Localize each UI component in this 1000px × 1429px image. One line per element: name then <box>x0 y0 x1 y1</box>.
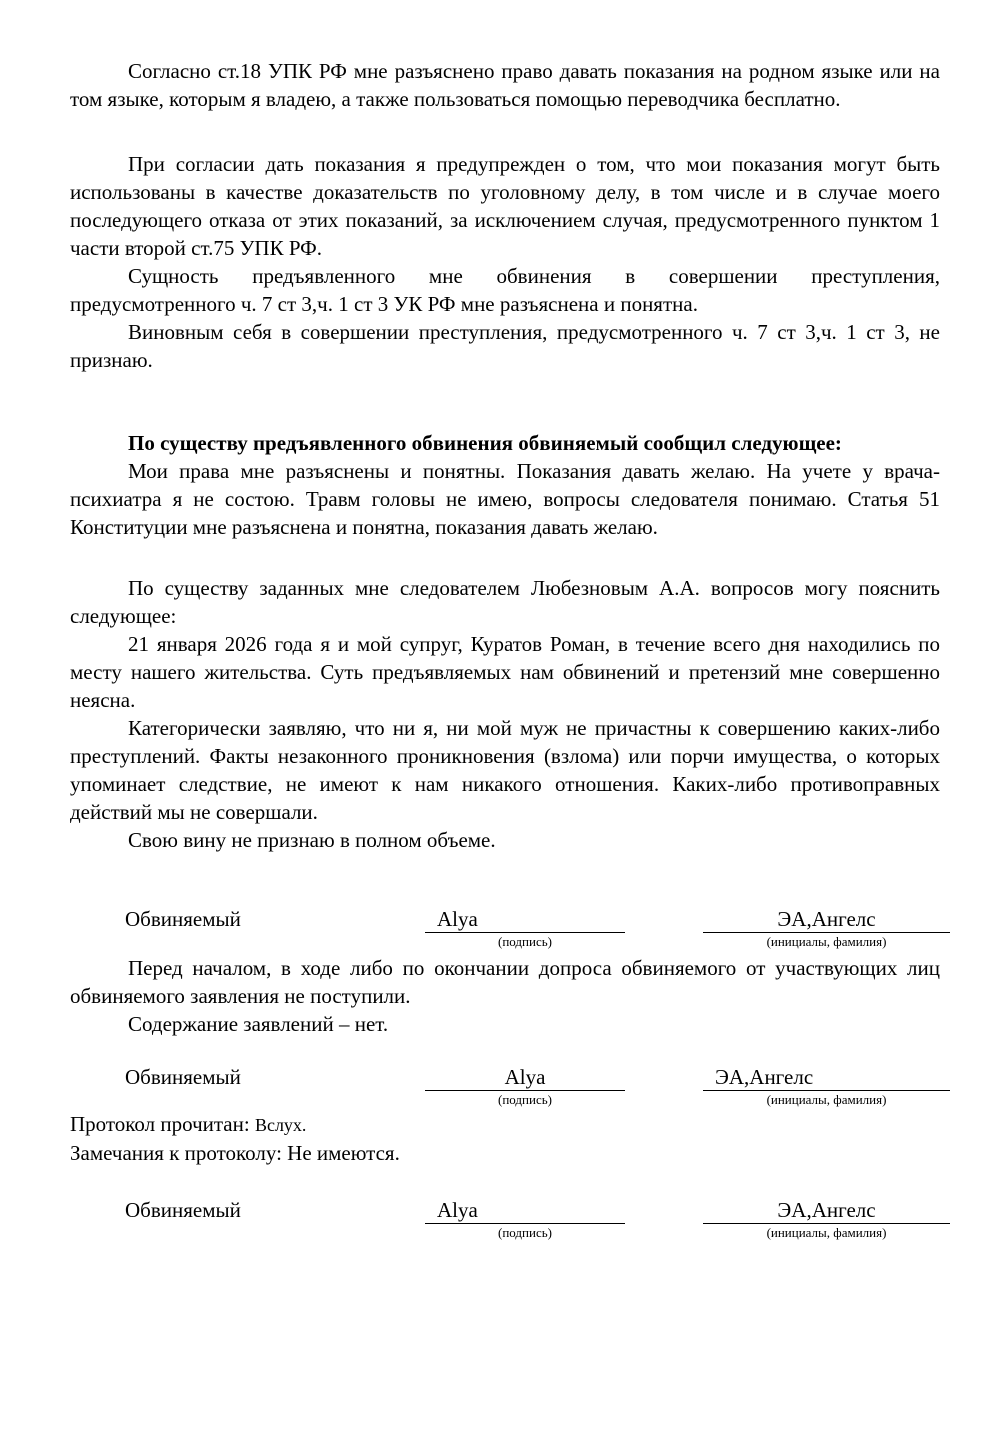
initials-value: ЭА,Ангелс <box>703 1064 950 1091</box>
paragraph-language-rights: Согласно ст.18 УПК РФ мне разъяснено право давать показания на родном языке или на том языке, которым я владею, а также пользоваться помощью переводчика бесплатно. <box>70 59 940 111</box>
signature-block-1 <box>70 906 940 952</box>
signature-value: Alya <box>425 906 625 933</box>
initials-caption: (инициалы, фамилия) <box>766 1225 887 1240</box>
paragraph-alibi: 21 января 2026 года я и мой супруг, Куратов Роман, в течение всего дня находились по месту нашего жительства. Суть предъявляемых нам обвинений и претензий мне совершенно неясна. <box>70 632 940 712</box>
accused-label: Обвиняемый <box>125 907 241 931</box>
paragraph-guilt-denial: Виновным себя в совершении преступления, предусмотренного ч. 7 ст 3,ч. 1 ст 3, не признаю. <box>70 320 940 372</box>
signature-value: Alya <box>425 1064 625 1091</box>
signature-caption: (подпись) <box>498 1092 552 1107</box>
signature-caption: (подпись) <box>498 1225 552 1240</box>
paragraph-statements-content: Содержание заявлений – нет. <box>128 1012 389 1036</box>
initials-value: ЭА,Ангелс <box>703 906 950 933</box>
initials-caption: (инициалы, фамилия) <box>766 934 887 949</box>
statement-heading: По существу предъявленного обвинения обвиняемый сообщил следующее: <box>128 431 842 455</box>
initials-caption: (инициалы, фамилия) <box>766 1092 887 1107</box>
signature-block-3 <box>70 1197 940 1243</box>
protocol-read-line <box>70 1110 940 1139</box>
protocol-remarks-line <box>70 1139 940 1167</box>
paragraph-investigator-questions: По существу заданных мне следователем Любезновым А.А. вопросов могу пояснить следующее: <box>70 576 940 628</box>
initials-field <box>703 1197 950 1241</box>
protocol-remarks-value: Не имеются. <box>287 1141 400 1165</box>
initials-value: ЭА,Ангелс <box>703 1197 950 1224</box>
protocol-remarks-label: Замечания к протоколу: <box>70 1141 282 1165</box>
paragraph-charge-essence: Сущность предъявленного мне обвинения в совершении преступления, предусмотренного ч. 7 ст 3,ч. 1 ст 3 УК РФ мне разъяснена и понятна. <box>70 264 940 316</box>
signature-field <box>425 1197 625 1241</box>
protocol-read-value: Вслух. <box>254 1115 307 1135</box>
paragraph-denial-statement: Категорически заявляю, что ни я, ни мой муж не причастны к совершению каких-либо преступлений. Факты незаконного проникновения (взлома) или порчи имущества, о которых упоминает следствие, не имеют к нам никакого отношения. Каких-либо противоправных действий мы не совершали. <box>70 716 940 824</box>
paragraph-no-statements: Перед началом, в ходе либо по окончании допроса обвиняемого от участвующих лиц обвиняемого заявления не поступили. <box>70 956 940 1008</box>
signature-caption: (подпись) <box>498 934 552 949</box>
paragraph-full-denial: Свою вину не признаю в полном объеме. <box>128 828 496 852</box>
paragraph-rights-understood: Мои права мне разъяснены и понятны. Показания давать желаю. На учете у врача-психиатра я не состою. Травм головы не имею, вопросы следователя понимаю. Статья 51 Конституции мне разъяснена и понятна, показания давать желаю. <box>70 459 940 539</box>
signature-field <box>425 906 625 950</box>
signature-field <box>425 1064 625 1108</box>
paragraph-testimony-warning: При согласии дать показания я предупрежден о том, что мои показания могут быть использованы в качестве доказательств по уголовному делу, в том числе и в случае моего последующего отказа от этих показаний, за исключением случая, предусмотренного пунктом 1 части второй ст.75 УПК РФ. <box>70 152 940 260</box>
initials-field <box>703 1064 950 1108</box>
accused-label: Обвиняемый <box>125 1065 241 1089</box>
signature-block-2 <box>70 1064 940 1110</box>
initials-field <box>703 906 950 950</box>
protocol-read-label: Протокол прочитан: <box>70 1112 250 1136</box>
signature-value: Alya <box>425 1197 625 1224</box>
accused-label: Обвиняемый <box>125 1198 241 1222</box>
